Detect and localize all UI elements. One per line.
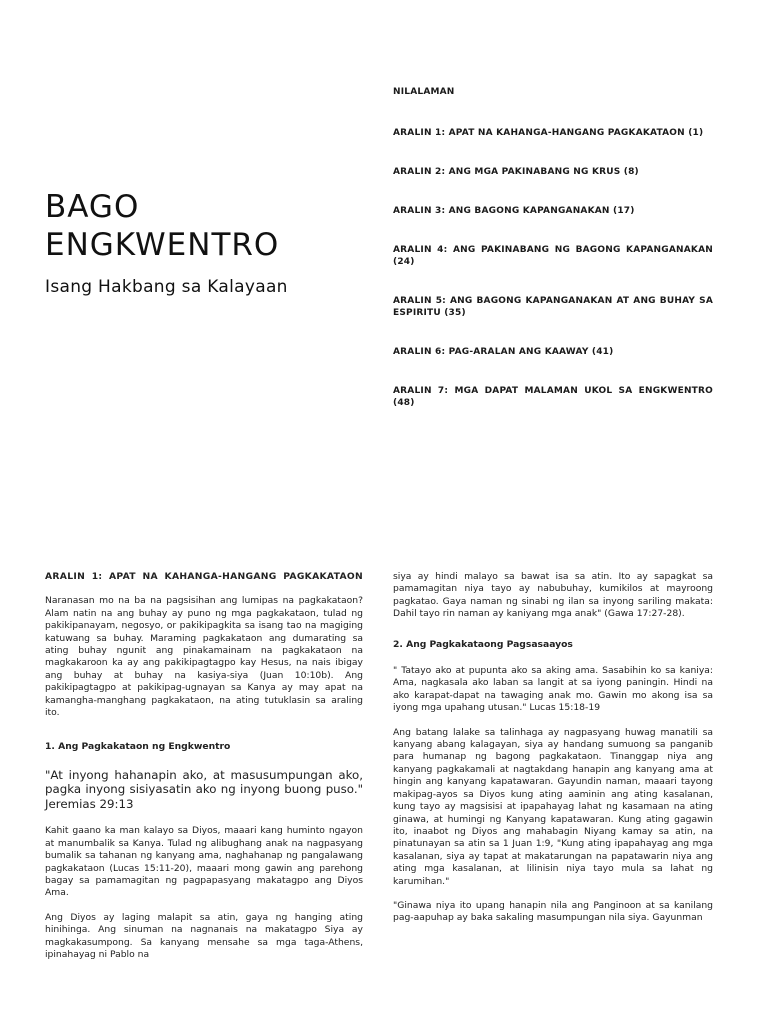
toc-item-7: ARALIN 7: MGA DAPAT MALAMAN UKOL SA ENGKWENTRO (48) — [393, 386, 713, 408]
scripture-quote: "At inyong hahanapin ako, at masusumpungan ako, pagka inyong sisiyasatin ako ng inyong buong puso." Jeremias 29:13 — [45, 767, 363, 811]
lesson-heading: ARALIN 1: APAT NA KAHANGA-HANGANG PAGKAKATAON — [45, 571, 363, 582]
table-of-contents — [393, 86, 713, 436]
title-line-1: BAGO — [45, 189, 140, 225]
toc-item-3: ARALIN 3: ANG BAGONG KAPANGANAKAN (17) — [393, 206, 635, 216]
title-line-2: ENGKWENTRO — [45, 227, 280, 263]
left-column — [45, 571, 363, 973]
section-1-heading: 1. Ang Pagkakataon ng Engkwentro — [45, 741, 231, 753]
toc-heading: NILALAMAN — [393, 87, 455, 97]
toc-item-4: ARALIN 4: ANG PAKINABANG NG BAGONG KAPANGANAKAN (24) — [393, 245, 713, 267]
right-paragraph-3: Ang batang lalake sa talinhaga ay nagpasyang huwag manatili sa kanyang abang kalagayan, siya ay handang sumuong sa panganib para humanap ng bagong pagkakataon. Tinanggap niya ang kanyang pagkakamali at nagtakdang hanapin ang kanyang ama at hingin ang kanyang kapatawaran. Gayundin naman, maaari tayong makipag-ayos sa Diyos kung ating aaminin ang ating kasalanan, kung tayo ay magsisisi at ipapahayag lahat ng kasamaan na ating ginawa, at humingi ng Kanyang kapatawaran. Kung ating gagawin ito, inaabot ng Diyos ang mahabagin Niyang kamay sa atin, na pinatunayan sa atin sa 1 Juan 1:9, "Kung ating ipapahayag ang mga kasalanan, siya ay tapat at makatarungan na papatawarin niya ang ating mga kasalanan, at lilinisin niya tayo mula sa lahat ng karumihan." — [393, 726, 713, 887]
toc-item-6: ARALIN 6: PAG-ARALAN ANG KAAWAY (41) — [393, 347, 614, 357]
paragraph-2: Kahit gaano ka man kalayo sa Diyos, maaari kang huminto ngayon at manumbalik sa Kanya. Tulad ng alibughang anak na nagpasyang bumalik sa tahanan ng kanyang ama, naghahanap ng pangalawang pagkakataon (Lucas 15:11-20), maaari mong gawin ang parehong bagay sa pamamagitan ng pagpapasyang makatagpo ang Diyos Ama. — [45, 825, 363, 899]
intro-paragraph: Naranasan mo na ba na pagsisihan ang lumipas na pagkakataon? Alam natin na ang buhay ay puno ng mga pagkakataon, tulad ng pakikipanayam, negosyo, or pakikipagkita sa isang tao na magiging katuwang sa buhay. Maraming pagkakataon ang dumarating sa ating buhay ngunit ang pinakamainam na pagkakataon na magkakaroon ka ay ang pakikipagtagpo kay Hesus, na nais ibigay ang buhay at buhay na kasiya-siya (Juan 10:10b). Ang pakikipagtagpo at pakikipag-ugnayan sa Kanya ay may apat na kamangha-manghang pagkakataon, na ating tutuklasin sa araling ito. — [45, 595, 363, 719]
section-2-heading: 2. Ang Pagkakataong Pagsasaayos — [393, 638, 573, 650]
right-paragraph-4: "Ginawa niya ito upang hanapin nila ang Panginoon at sa kanilang pag-aapuhap ay baka sakaling masumpungan nila siya. Gayunman — [393, 899, 713, 924]
document-subtitle: Isang Hakbang sa Kalayaan — [45, 277, 288, 297]
paragraph-3: Ang Diyos ay laging malapit sa atin, gaya ng hanging ating hinihinga. Ang sinuman na nagnanais na makatagpo Siya ay magkakasumpong. Sa kanyang mensahe sa mga taga-Athens, ipinahayag ni Pablo na — [45, 911, 363, 961]
document-title — [45, 188, 365, 264]
toc-item-5: ARALIN 5: ANG BAGONG KAPANGANAKAN AT ANG BUHAY SA ESPIRITU (35) — [393, 296, 713, 318]
toc-item-2: ARALIN 2: ANG MGA PAKINABANG NG KRUS (8) — [393, 167, 639, 177]
right-column — [393, 571, 713, 937]
toc-item-1: ARALIN 1: APAT NA KAHANGA-HANGANG PAGKAKATAON (1) — [393, 128, 704, 138]
right-paragraph-2: " Tatayo ako at pupunta ako sa aking ama. Sasabihin ko sa kaniya: Ama, nagkasala ako laban sa langit at sa iyong paningin. Hindi na ako karapat-dapat na tawaging anak mo. Gawin mo akong isa sa iyong mga upahang utusan." Lucas 15:18-19 — [393, 665, 713, 714]
right-paragraph-1: siya ay hindi malayo sa bawat isa sa atin. Ito ay sapagkat sa pamamagitan niya tayo ay nabubuhay, kumikilos at mayroong pagkatao. Gaya naman ng sinabi ng ilan sa inyong sariling makata: Dahil tayo rin naman ay kaniyang mga anak" (Gawa 17:27-28). — [393, 571, 713, 620]
